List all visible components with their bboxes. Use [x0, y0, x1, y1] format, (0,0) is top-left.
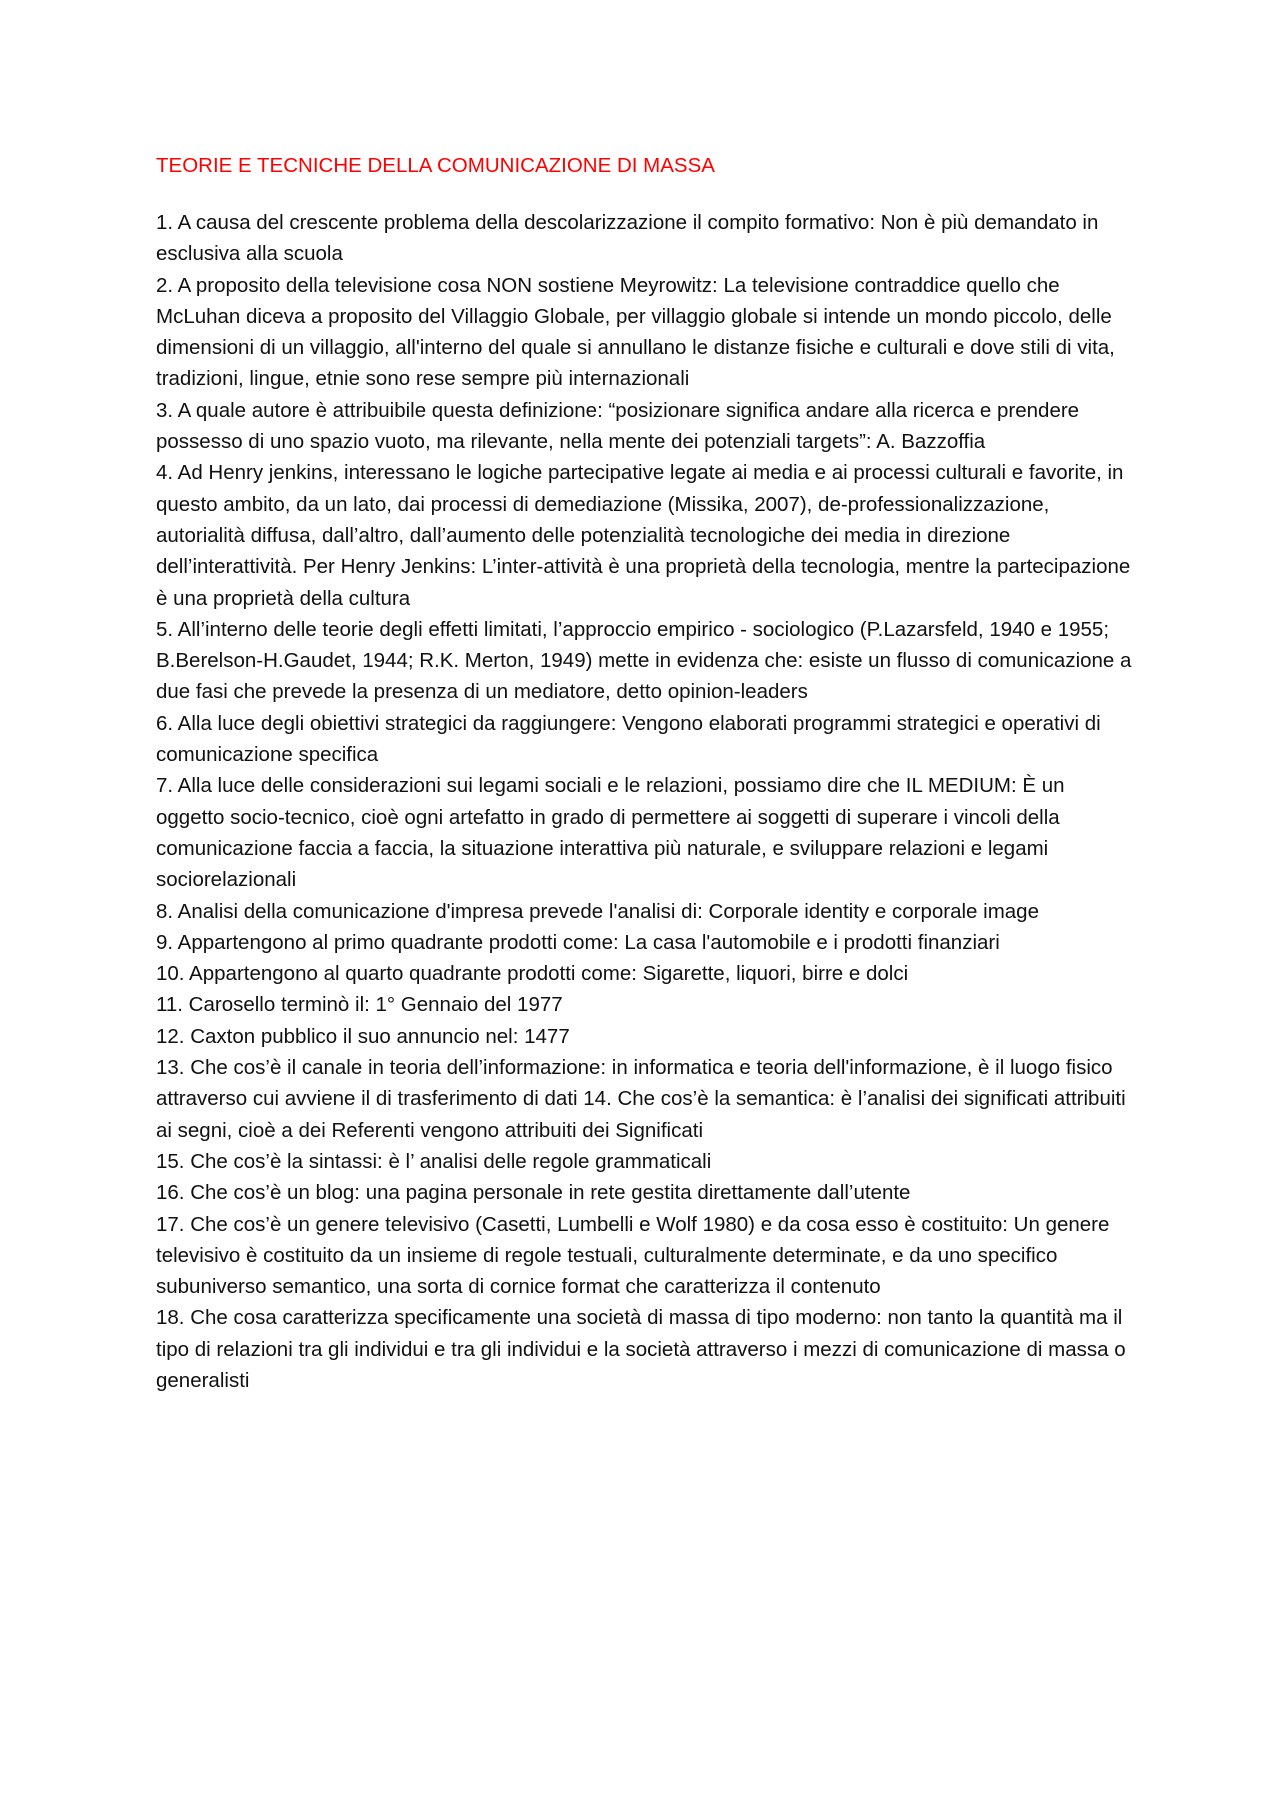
list-item: 10. Appartengono al quarto quadrante prodotti come: Sigarette, liquori, birre e dolci — [156, 962, 909, 986]
list-item: 9. Appartengono al primo quadrante prodotti come: La casa l'automobile e i prodotti finanziari — [156, 930, 1000, 954]
question-list — [156, 207, 1136, 1396]
list-item: 15. Che cos’è la sintassi: è l’ analisi delle regole grammaticali — [156, 1149, 712, 1173]
document-title: TEORIE E TECNICHE DELLA COMUNICAZIONE DI MASSA — [156, 154, 715, 177]
list-item: 11. Carosello terminò il: 1° Gennaio del 1977 — [156, 993, 563, 1017]
list-item: 6. Alla luce degli obiettivi strategici da raggiungere: Vengono elaborati programmi strategici e operativi di comunicazione specifica — [156, 711, 1101, 767]
list-item: 3. A quale autore è attribuibile questa definizione: “posizionare significa andare alla ricerca e prendere possesso di uno spazio vuoto, ma rilevante, nella mente dei potenziali targets”: A. Bazzoffia — [156, 398, 1080, 454]
list-item: 8. Analisi della comunicazione d'impresa prevede l'analisi di: Corporale identity e corporale image — [156, 899, 1039, 923]
list-item: 2. A proposito della televisione cosa NON sostiene Meyrowitz: La televisione contraddice quello che McLuhan diceva a proposito del Villaggio Globale, per villaggio globale si intende un mondo piccolo, delle dimensioni di un villaggio, all'interno del quale si annullano le distanze fisiche e culturali e dove stili di vita, tradizioni, lingue, etnie sono rese sempre più internazionali — [156, 273, 1115, 391]
list-item: 16. Che cos’è un blog: una pagina personale in rete gestita direttamente dall’utente — [156, 1181, 911, 1205]
list-item: 12. Caxton pubblico il suo annuncio nel: 1477 — [156, 1024, 570, 1048]
list-item: 7. Alla luce delle considerazioni sui legami sociali e le relazioni, possiamo dire che IL MEDIUM: È un oggetto socio-tecnico, cioè ogni artefatto in grado di permettere ai soggetti di superare i vincoli della comunicazione faccia a faccia, la situazione interattiva più naturale, e sviluppare relazioni e legami sociorelazionali — [156, 774, 1065, 892]
list-item: 17. Che cos’è un genere televisivo (Casetti, Lumbelli e Wolf 1980) e da cosa esso è costituito: Un genere televisivo è costituito da un insieme di regole testuali, culturalmente determinate, e da uno specifico subuniverso semantico, una sorta di cornice format che caratterizza il contenuto — [156, 1212, 1110, 1299]
list-item: 18. Che cosa caratterizza specificamente una società di massa di tipo moderno: non tanto la quantità ma il tipo di relazioni tra gli individui e tra gli individui e la società attraverso i mezzi di comunicazione di massa o generalisti — [156, 1306, 1126, 1392]
list-item: 1. A causa del crescente problema della descolarizzazione il compito formativo: Non è più demandato in esclusiva alla scuola — [156, 211, 1099, 266]
list-item: 13. Che cos’è il canale in teoria dell’informazione: in informatica e teoria dell'informazione, è il luogo fisico attraverso cui avviene il di trasferimento di dati 14. Che cos’è la semantica: è l’analisi dei significati attribuiti ai segni, cioè a dei Referenti vengono attribuiti dei Significati — [156, 1056, 1126, 1142]
document-page — [156, 150, 1136, 1396]
list-item: 4. Ad Henry jenkins, interessano le logiche partecipative legate ai media e ai processi culturali e favorite, in questo ambito, da un lato, dai processi di demediazione (Missika, 2007), de-professionalizzazione, autorialità diffusa, dall’altro, dall’aumento delle potenzialità tecnologiche dei media in direzione dell’interattività. Per Henry Jenkins: L’inter-attività è una proprietà della tecnologia, mentre la partecipazione è una proprietà della cultura — [156, 461, 1131, 610]
list-item: 5. All’interno delle teorie degli effetti limitati, l’approccio empirico - sociologico (P.Lazarsfeld, 1940 e 1955; B.Berelson-H.Gaudet, 1944; R.K. Merton, 1949) mette in evidenza che: esiste un flusso di comunicazione a due fasi che prevede la presenza di un mediatore, detto opinion-leaders — [156, 617, 1132, 704]
